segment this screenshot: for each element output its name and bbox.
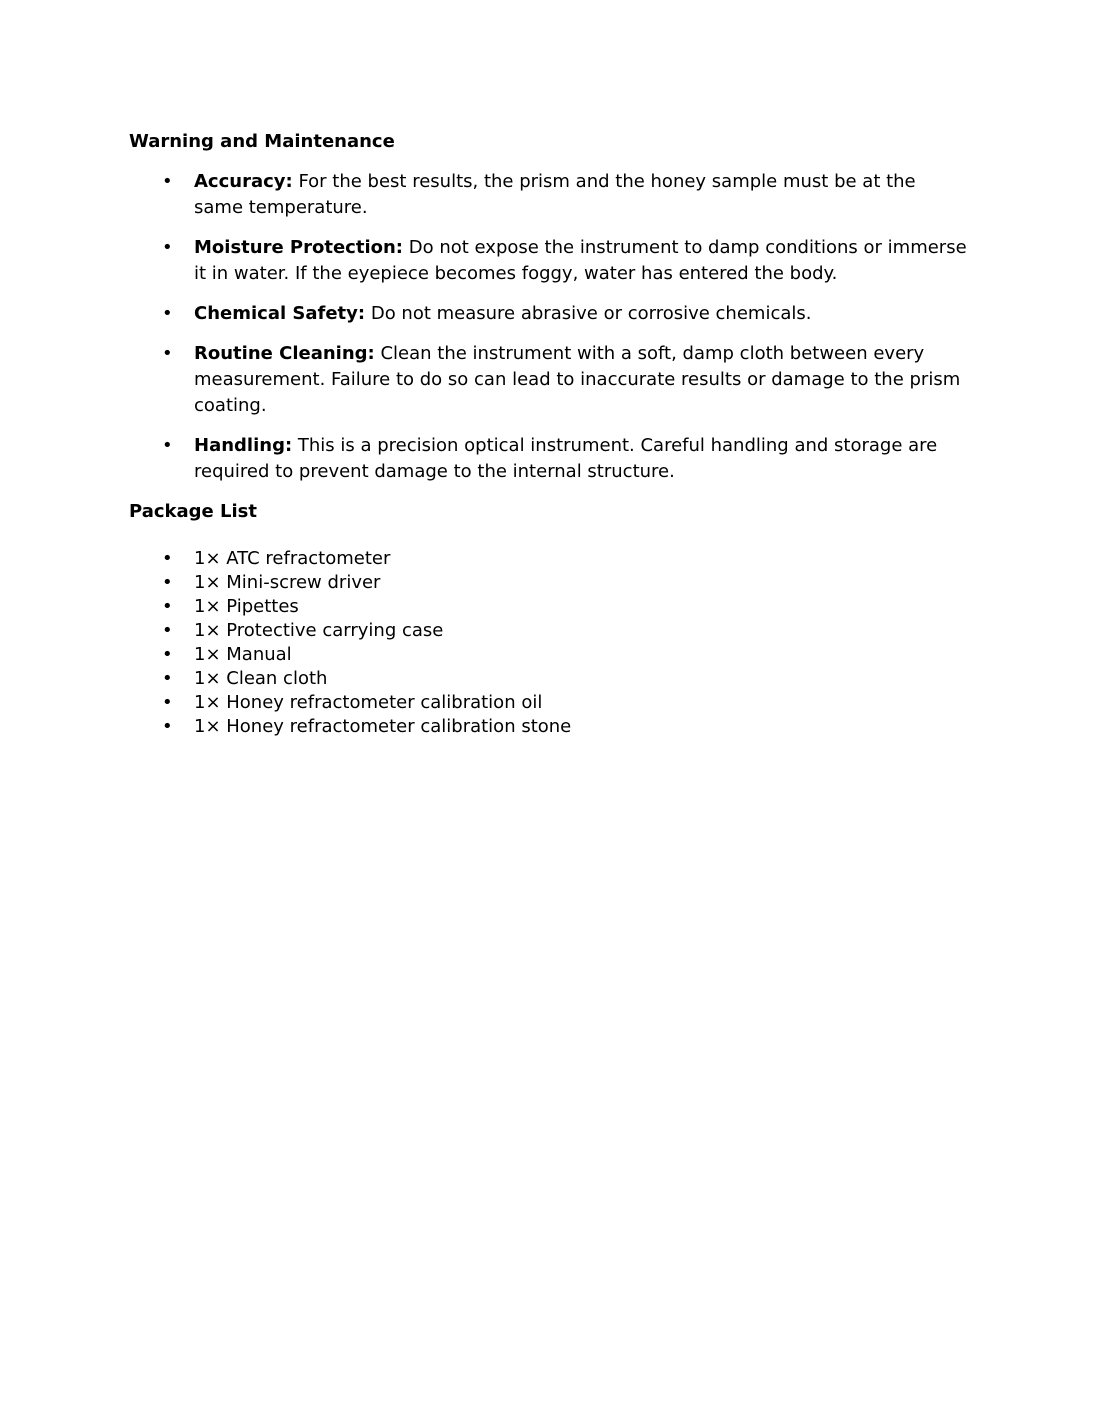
package-heading: Package List [129,501,257,522]
bullet-icon: • [162,692,173,713]
package-item-text: 1× Clean cloth [194,668,328,689]
bullet-icon: • [162,237,173,258]
warning-item-text: This is a precision optical instrument. Careful handling and storage are required to prevent damage to the internal structure. [194,435,938,482]
warning-item-text: For the best results, the prism and the honey sample must be at the same temperature. [194,171,916,218]
package-item-text: 1× Mini-screw driver [194,572,381,593]
package-item-text: 1× Pipettes [194,596,299,617]
package-item [129,571,969,595]
warning-item-label: Chemical Safety: [194,303,366,324]
package-item-text: 1× Honey refractometer calibration oil [194,692,543,713]
bullet-icon: • [162,435,173,456]
package-item-text: 1× ATC refractometer [194,548,391,569]
document-content [129,129,969,739]
warning-item-label: Moisture Protection: [194,237,404,258]
package-list [129,547,969,739]
bullet-icon: • [162,548,173,569]
warning-item-text: Clean the instrument with a soft, damp cloth between every measurement. Failure to do so can lead to inaccurate results or damage to the prism coating. [194,343,961,416]
bullet-icon: • [162,620,173,641]
warning-item-moisture-protection [129,235,969,287]
warning-item-accuracy [129,169,969,221]
package-item [129,691,969,715]
warning-item-chemical-safety [129,301,969,327]
package-item-text: 1× Manual [194,644,292,665]
bullet-icon: • [162,716,173,737]
package-item-text: 1× Honey refractometer calibration stone [194,716,572,737]
package-item-text: 1× Protective carrying case [194,620,444,641]
warning-heading: Warning and Maintenance [129,131,395,152]
bullet-icon: • [162,343,173,364]
warning-item-label: Accuracy: [194,171,293,192]
package-item [129,547,969,571]
bullet-icon: • [162,668,173,689]
warning-list [129,169,969,485]
bullet-icon: • [162,596,173,617]
warning-item-text: Do not measure abrasive or corrosive chemicals. [365,303,812,324]
package-item [129,619,969,643]
warning-item-handling [129,433,969,485]
bullet-icon: • [162,171,173,192]
package-item [129,595,969,619]
package-item [129,643,969,667]
bullet-icon: • [162,572,173,593]
package-item [129,715,969,739]
warning-item-label: Handling: [194,435,293,456]
warning-item-text: Do not expose the instrument to damp conditions or immerse it in water. If the eyepiece becomes foggy, water has entered the body. [194,237,967,284]
warning-item-routine-cleaning [129,341,969,419]
warning-item-label: Routine Cleaning: [194,343,375,364]
package-item [129,667,969,691]
bullet-icon: • [162,644,173,665]
bullet-icon: • [162,303,173,324]
